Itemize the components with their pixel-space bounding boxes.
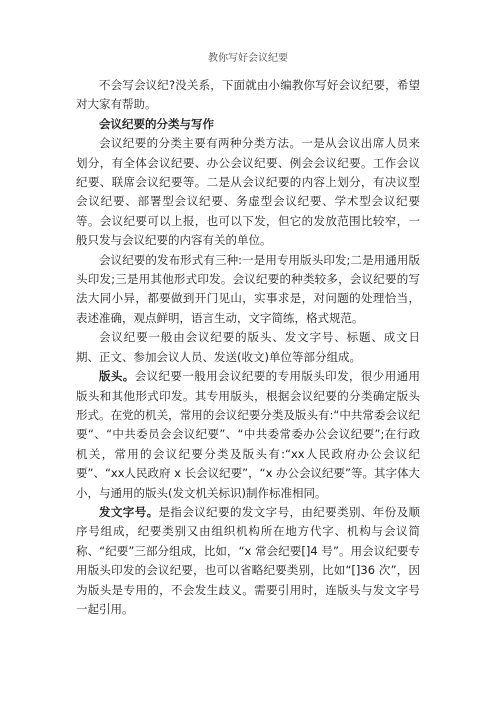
document-number-body: 是指会议纪要的发文字号，由纪要类别、年份及顺序号组成，纪要类别又由组织机构所在地方代字、机构与会议简称、“纪要”三部分组成，比如，“x 常会纪要[]4 号”。用会议纪要专用版头印发的会议纪要，也可以省略纪要类别，比如“[]36 次”，因为版头是专用的，不会发生歧义。需要引用时，连版头与发文字号一起引用。: [76, 504, 421, 616]
document-number-lead: 发文字号。: [99, 504, 159, 519]
document-body: [76, 76, 420, 619]
section-heading: 会议纪要的分类与写作: [99, 116, 214, 131]
document-title: 教你写好会议纪要: [208, 53, 288, 64]
release-form-paragraph: 会议纪要的发布形式有三种:一是用专用版头印发;二是用通用版头印发;三是用其他形式印发。会议纪要的种类较多，会议纪要的写法大同小异，都要做到开门见山，实事求是，对问题的处理恰当，表述准确，观点鲜明，语言生动，文字简练，格式规范。: [76, 252, 420, 325]
parts-paragraph: 会议纪要一般由会议纪要的版头、发文字号、标题、成文日期、正文、参加会议人员、发送(收文)单位等部分组成。: [76, 330, 420, 364]
document-number-paragraph: [76, 503, 420, 619]
classification-paragraph: 会议纪要的分类主要有两种分类方法。一是从会议出席人员来划分，有全体会议纪要、办公会议纪要、例会会议纪要。工作会议纪要、联席会议纪要等。二是从会议纪要的内容上划分，有决议型会议纪要、部署型会议纪要、务虚型会议纪要、学术型会议纪要等。会议纪要可以上报，也可以下发，但它的发放范围比较窄，一般只发与会议纪要的内容有关的单位。: [76, 136, 420, 248]
intro-paragraph: 不会写会议纪?没关系，下面就由小编教你写好会议纪要，希望对大家有帮助。: [76, 78, 420, 112]
header-paragraph: [76, 367, 420, 503]
header-lead: 版头。: [99, 369, 135, 384]
header-body: 会议纪要一般用会议纪要的专用版头印发，很少用通用版头和其他形式印发。其专用版头，根据会议纪要的分类确定版头形式。在党的机关，常用的会议纪要分类及版头有:“中共常委会议纪要“、“中共委员会会议纪要”、“中共委常委办公会议纪要”;在行政机关，常用的会议纪要分类及版头有:“xx人民政府办公会议纪要”、“xx人民政府 x 长会议纪要”，“x 办公会议纪要”等。其字体大小，与通用的版头(发文机关标识)制作标准相同。: [76, 369, 421, 500]
